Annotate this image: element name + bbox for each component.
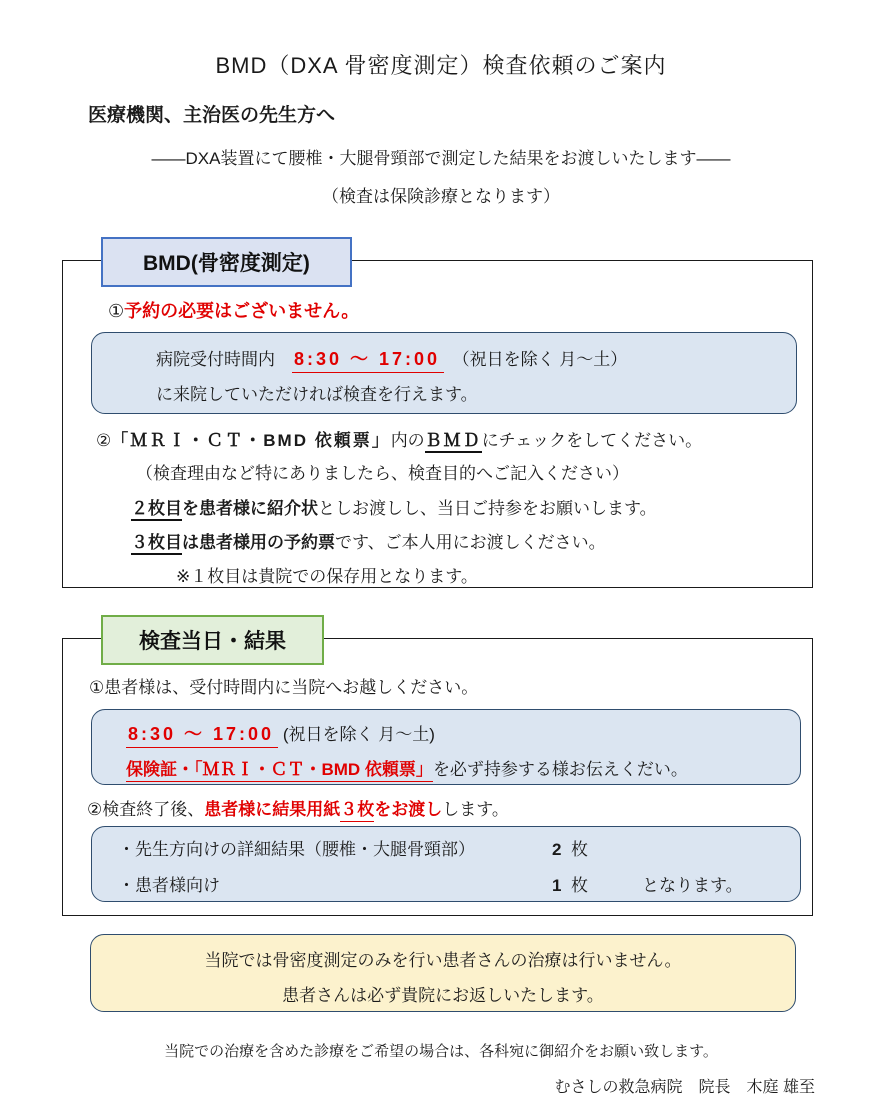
- hours-time: 8:30 ～ 17:00: [292, 349, 444, 373]
- notice-line1: 当院では骨密度測定のみを行い患者さんの治療は行いません。: [204, 951, 682, 970]
- sec2-item2-tail: します。: [442, 800, 509, 819]
- sec1-item1-number: ①: [108, 301, 125, 321]
- sec1-hours-line2: に来院していただければ検査を行えます。: [156, 385, 478, 404]
- sec1-sheet3-line: [131, 530, 812, 555]
- no-treatment-notice: [90, 934, 796, 1012]
- sec2-item2-head: ②検査終了後、: [87, 800, 205, 819]
- section-bmd: [62, 252, 813, 588]
- lead-line: ――DXA装置にて腰椎・大腿骨頸部で測定した結果をお渡しいたします――: [151, 149, 731, 168]
- result-row-label: ・先生方向けの詳細結果（腰椎・大腿骨頸部）: [118, 840, 475, 859]
- sec1-item2-tail: にチェックをしてください。: [481, 431, 703, 450]
- notice-line2: 患者さんは必ず貴院にお返しいたします。: [282, 986, 604, 1005]
- request-form-name: 「ＭＲＩ・ＣＴ・BMD 依頼票」: [111, 431, 391, 450]
- hospital-signature: むさしの救急病院 院長 木庭 雄至: [554, 1079, 815, 1096]
- sec1-sheet2-line: [131, 496, 812, 521]
- result-row-unit: 枚: [571, 840, 588, 859]
- sec1-hours-line1: [156, 347, 796, 372]
- sheet2-rest: としお渡しし、当日ご持参をお願いします。: [318, 499, 657, 518]
- sec1-hours-box: [91, 332, 797, 414]
- section-bmd-header: BMD(骨密度測定): [101, 237, 352, 287]
- sec1-sheet1-note: ※１枚目は貴院での保存用となります。: [176, 567, 478, 586]
- sheet2-bold: を患者様に紹介状: [182, 499, 318, 518]
- sec2-item2: [87, 797, 812, 822]
- sec1-item1: [108, 299, 812, 324]
- sec2-hours-line1: [126, 722, 800, 747]
- result-row-unit: 枚: [571, 876, 588, 895]
- sec2-item2-red1: 患者様に結果用紙: [204, 800, 341, 819]
- sec2-hours-line2: [126, 757, 800, 782]
- result-row-doctor: [92, 837, 800, 868]
- addressee-heading: 医療機関、主治医の先生方へ: [88, 105, 336, 126]
- hours-time-2: 8:30 ～ 17:00: [126, 724, 278, 748]
- carry-items-red: 保険証・「ＭＲＩ・ＣＴ・BMD 依頼票」: [126, 760, 433, 782]
- sec1-item2: [96, 428, 812, 453]
- sheet3-rest: です、ご本人用にお渡しください。: [335, 533, 606, 552]
- sec1-item1-text: 予約の必要はございません。: [124, 301, 360, 321]
- sec1-item2-number: ②: [96, 431, 112, 450]
- result-row-suffix: となります。: [642, 876, 743, 895]
- result-row-count: 2: [552, 840, 562, 859]
- result-row-patient: [92, 873, 800, 904]
- sheet2-underlined: ２枚目: [131, 499, 182, 521]
- sec1-item2-note: （検査理由など特にありましたら、検査目的へご記入ください）: [136, 464, 629, 483]
- page-title: BMD（DXA 骨密度測定）検査依頼のご案内: [215, 53, 667, 78]
- hours-prefix: 病院受付時間内: [156, 350, 275, 369]
- referral-note: 当院での治療を含めた診療をご希望の場合は、各科宛に御紹介をお願い致します。: [164, 1043, 718, 1060]
- sec1-item2-mid: 内の: [390, 431, 425, 450]
- result-row-label: ・患者様向け: [118, 876, 220, 895]
- carry-items-rest: を必ず持参する様お伝えくだい。: [432, 760, 688, 779]
- sec2-hours-box: [91, 709, 801, 785]
- results-box: [91, 826, 801, 902]
- section-exam-day: [62, 630, 813, 916]
- sec2-item2-sheets: ３枚: [340, 800, 374, 822]
- sheet3-bold: は患者様用の予約票: [182, 533, 335, 552]
- sheet3-underlined: ３枚目: [131, 533, 182, 555]
- hours-days-2: (祝日を除く 月～土): [282, 725, 435, 744]
- hours-days: （祝日を除く 月～土）: [461, 350, 628, 369]
- sec2-item2-red2: をお渡し: [374, 800, 443, 819]
- sec2-item1: ①患者様は、受付時間内に当院へお越しください。: [89, 678, 479, 697]
- bmd-underlined: ＢＭＤ: [425, 431, 482, 453]
- lead-note: （検査は保険診療となります）: [322, 187, 560, 206]
- section-exam-day-header: 検査当日・結果: [101, 615, 324, 665]
- result-row-count: 1: [552, 876, 562, 895]
